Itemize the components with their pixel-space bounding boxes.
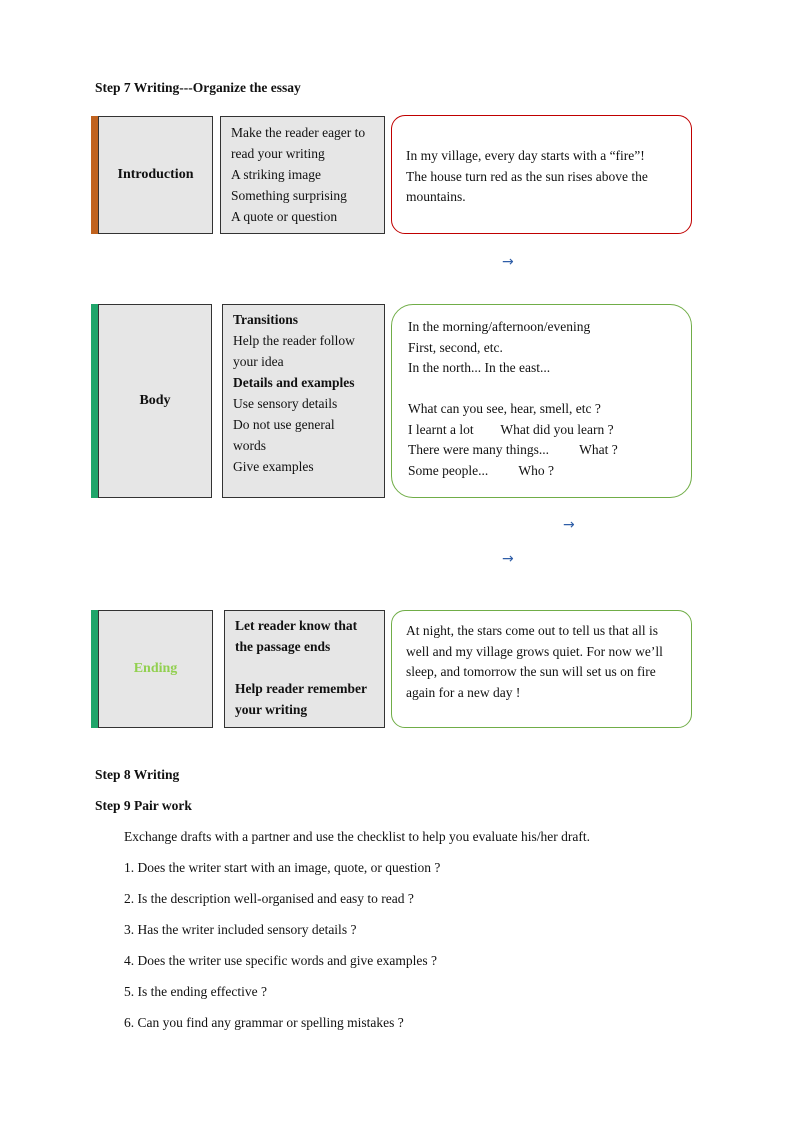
introduction-example-line: mountains. (406, 189, 466, 204)
body-example-line: I learnt a lot What did you learn ? (408, 421, 614, 437)
step9-heading: Step 9 Pair work (95, 798, 192, 813)
body-example-line: First, second, etc. (408, 339, 503, 355)
step9-intro: Exchange drafts with a partner and use the checklist to help you evaluate his/her draft. (124, 829, 590, 844)
body-label: Body (139, 393, 171, 408)
body-example-box (391, 304, 692, 498)
body-example-line: What can you see, hear, smell, etc ? (408, 401, 601, 416)
body-accent-bar (91, 304, 98, 498)
introduction-label-box (98, 116, 213, 234)
introduction-accent-bar (91, 116, 98, 234)
body-tips-heading: Details and examples (233, 375, 355, 390)
body-tip: Do not use general (233, 417, 335, 432)
ending-tip: Let reader know that (235, 618, 358, 633)
ending-label-box (98, 610, 213, 728)
body-tip: Use sensory details (233, 396, 338, 411)
body-tip: Give examples (233, 459, 314, 474)
ending-tip: Help reader remember (235, 681, 367, 696)
introduction-tips-box (220, 116, 385, 234)
body-example-line: In the north... In the east... (408, 360, 551, 375)
introduction-label: Introduction (117, 167, 194, 182)
ending-example-line: At night, the stars come out to tell us that all is (406, 623, 658, 638)
introduction-tip: Make the reader eager to (231, 125, 366, 140)
ending-accent-bar (91, 610, 98, 728)
ending-tip: the passage ends (235, 639, 331, 654)
checklist-item: 1. Does the writer start with an image, quote, or question ? (124, 860, 441, 875)
spacer (235, 657, 374, 678)
ending-label: Ending (133, 661, 178, 676)
checklist-item: 2. Is the description well-organised and easy to read ? (124, 891, 414, 906)
introduction-example-box (391, 115, 692, 234)
step8-heading: Step 8 Writing (95, 767, 180, 782)
spacer (408, 379, 677, 400)
ending-example-line: well and my village grows quiet. For now we’ll (406, 643, 663, 659)
checklist-item: 3. Has the writer included sensory details ? (124, 922, 357, 937)
step7-heading: Step 7 Writing---Organize the essay (95, 80, 301, 95)
checklist-item: 4. Does the writer use specific words and give examples ? (124, 953, 438, 968)
body-tip: your idea (233, 354, 284, 369)
introduction-example-line: The house turn red as the sun rises above the (406, 168, 648, 184)
introduction-tip: A striking image (231, 167, 321, 182)
body-tip: Help the reader follow (233, 333, 355, 348)
checklist-item: 6. Can you find any grammar or spelling mistakes ? (124, 1015, 404, 1030)
arrow-icon: → (502, 254, 514, 270)
introduction-tip: read your writing (231, 146, 325, 161)
introduction-tip: Something surprising (231, 188, 347, 203)
introduction-tip: A quote or question (231, 209, 338, 224)
body-example-line: Some people... Who ? (408, 462, 554, 478)
ending-tip: your writing (235, 702, 308, 717)
body-label-box (98, 304, 212, 498)
body-tips-heading: Transitions (233, 312, 299, 327)
ending-example-box (391, 610, 692, 728)
body-tip: words (233, 438, 266, 453)
checklist-item: 5. Is the ending effective ? (124, 984, 267, 999)
ending-example-line: sleep, and tomorrow the sun will set us on fire (406, 664, 656, 679)
ending-tips-box (224, 610, 385, 728)
introduction-example-line: In my village, every day starts with a “fire”! (406, 148, 645, 163)
body-tips-box (222, 304, 385, 498)
arrow-icon: → (563, 517, 575, 533)
body-example-line: There were many things... What ? (408, 442, 618, 457)
body-example-line: In the morning/afternoon/evening (408, 319, 591, 334)
arrow-icon: → (502, 551, 514, 567)
ending-example-line: again for a new day ! (406, 684, 521, 700)
